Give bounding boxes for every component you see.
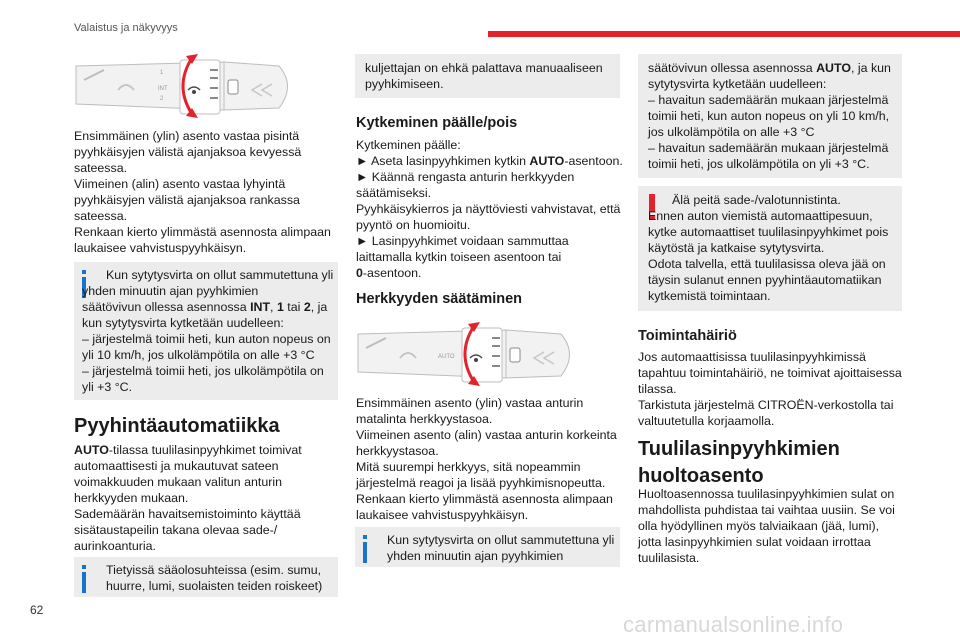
ring-position-text: Ensimmäinen (ylin) asento vastaa pisintä pyyhkäisyjen välistä ajanjaksoa kevyessä sateessa. Viimeinen (alin) asento vastaa lyhyintä pyyhkäisyjen välistä ajanjaksoa rankassa sateessa. Renkaan kierto ylimmästä asennosta alimpaan laukaisee vahvistuspyyhkäisyn. — [74, 129, 331, 255]
header-accent-bar — [488, 31, 960, 37]
section-heading-auto: Pyyhintäautomatiikka — [74, 415, 280, 437]
sensitivity-ring-figure — [356, 318, 582, 390]
sensitivity-text: Ensimmäinen asento (ylin) vastaa anturin matalinta herkkyystasoa. Viimeinen asento (alin) vastaa anturin korkeinta herkkyystasoa. Mitä suurempi herkkyys, sitä nopeammin järjestelmä reagoi ja lisää pyyhkimisnopeutta. Renkaan kierto ylimmästä asennosta alimpaan laukaisee vahvistuspyyhkäisyn. — [356, 396, 617, 522]
section-heading-malfunction: Toimintahäiriö — [638, 328, 737, 344]
info-note-text: Kun sytytysvirta on ollut sammutettuna yli yhden minuutin ajan pyyhkimien säätövivun ollessa asennossa INT, 1 tai 2, ja kun sytytysvirta kytketään uudelleen: – järjestelmä toimii heti, kun auton nopeus on yli 10 km/h, jos ulkolämpötila on alle +3 °C – järjestelmä toimii heti, jos ulkolämpötila on yli +3 °C. — [82, 268, 334, 394]
figure-label-2: 2 — [160, 96, 164, 102]
page-number: 62 — [30, 603, 44, 617]
note-continuation-2-text: säätövivun ollessa asennossa AUTO, ja kun sytytysvirta kytketään uudelleen: – havaitun sademäärän mukaan järjestelmä toimii heti, kun auton nopeus on yli 10 km/h, jos ulkolämpötila on alle +3 °C – havaitun sademäärän mukaan järjestelmä toimii heti, jos ulkolämpötila on yli +3 °C. — [648, 61, 891, 171]
info-note-2-text: Tietyissä sääolosuhteissa (esim. sumu, huurre, lumi, suolaisten teiden roiskeet) — [106, 563, 323, 593]
figure-label-1: 1 — [160, 70, 164, 76]
note-continuation-text: kuljettajan on ehkä palattava manuaaliseen pyyhkimiseen. — [365, 61, 603, 91]
wiper-stalk-figure — [74, 50, 300, 122]
figure-label-auto: AUTO — [438, 354, 455, 360]
section-heading-on-off: Kytkeminen päälle/pois — [356, 115, 518, 131]
running-header: Valaistus ja näkyvyys — [74, 22, 178, 34]
info-note-3-text: Kun sytytysvirta on ollut sammutettuna yli yhden minuutin ajan pyyhkimien — [387, 533, 615, 563]
figure-label-int: INT — [158, 86, 168, 92]
auto-mode-text: AUTO-tilassa tuulilasinpyyhkimet toimivat automaattisesti ja mukautuvat sateen voimakkuuden mukaan valitun anturin herkkyyden mukaan. Sademäärän havaitsemistoiminto käyttää sisätaustapeilin takana olevaa sade-/ aurinkoanturia. — [74, 443, 302, 553]
section-heading-sensitivity: Herkkyyden säätäminen — [356, 291, 523, 307]
info-icon — [80, 565, 88, 593]
info-note-3 — [355, 527, 620, 567]
maintenance-text: Huoltoasennossa tuulilasinpyyhkimien sulat on mahdollista puhdistaa tai vaihtaa uusiin. Se voi olla hyödyllinen myös talviaikaan (jää, lumi), jotta lasinpyyhkimien sulat voidaan irrottaa tuulilasista. — [638, 487, 895, 565]
note-continuation — [355, 54, 620, 98]
section-heading-maintenance: Tuulilasinpyyhkimien huoltoasento — [638, 438, 840, 487]
note-continuation-2 — [638, 54, 902, 178]
info-icon — [361, 535, 369, 563]
watermark: carmanualsonline.info — [623, 612, 844, 637]
warning-note — [638, 186, 902, 311]
info-note — [74, 262, 338, 400]
on-off-text: Kytkeminen päälle: ► Aseta lasinpyyhkimen kytkin AUTO-asentoon. ► Käännä rengasta anturin herkkyyden säätämiseksi. Pyyhkäisykierros ja näyttöviesti vahvistavat, että pyyntö on huomioitu. ► Lasinpyyhkimet voidaan sammuttaa laittamalla kytkin toiseen asentoon tai 0-asentoon. — [356, 138, 623, 280]
malfunction-text: Jos automaattisissa tuulilasinpyyhkimissä tapahtuu toimintahäiriö, ne toimivat ajoittaisessa tilassa. Tarkistuta järjestelmä CITROËN-verkostolla tai valtuutetulla korjaamolla. — [638, 350, 902, 428]
warning-note-text: Älä peitä sade-/valotunnistinta. Ennen auton viemistä automaattipesuun, kytke automaattiset tuulilasinpyyhkimet pois käytöstä ja katkaise sytytysvirta. Odota talvella, että tuulilasissa oleva jää on täysin sulanut ennen pyyhintäautomatiikan kytkemistä toimintaan. — [648, 193, 889, 303]
info-note-2 — [74, 557, 338, 597]
